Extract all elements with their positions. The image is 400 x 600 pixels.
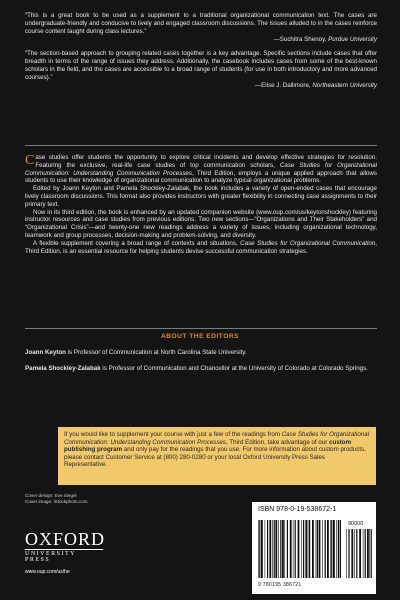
isbn-number: ISBN 978-0-19-538672-1: [258, 506, 337, 513]
description-paragraph: [25, 154, 377, 185]
drop-cap: C: [25, 153, 35, 168]
cover-image-credit: Cover image: iStockphoto.com: [25, 499, 88, 504]
editors-heading: ABOUT THE EDITORS: [161, 333, 239, 340]
promo-part: , Third Edition, take advantage of our: [225, 438, 330, 446]
custom-publishing-label: custom publishing program: [64, 438, 352, 454]
book-title: Case Studies for Organizational Communication: Understanding Communication Processes: [64, 431, 370, 446]
description-text: A flexible supplement covering a broad range of contexts and situations,: [33, 239, 241, 247]
editor-bio: [25, 349, 377, 357]
oxford-logo: [25, 529, 105, 575]
barcode-panel: [252, 502, 376, 594]
promo-part: and only pay for the readings that you use. For more information about custom products, please contact Customer Service at (800) 280-0280 or your local Oxford University Press Sales Representative.: [64, 446, 366, 469]
description-paragraph: Now in its third edition, the book is enhanced by an updated companion website (www.oup.com/us/keytonshockley) featuring instructor resources and case studies from previous editions. Two new sections—“Organizations and Their Stakeholders” and “Organizational Crisis”—and twenty-one new readings address a variety of issues, including organizational technology, teamwork and group processes, decision-making and problem-solving, and diversity.: [25, 208, 377, 239]
barcode-digits: 9 780195 386721: [258, 582, 302, 588]
promo-part: If you would like to supplement your course with just a few of the readings from: [64, 431, 282, 438]
editor-name: Joann Keyton: [25, 349, 66, 356]
editor-bio: [25, 365, 377, 373]
quote-text: “This is a great book to be used as a supplement to a traditional organizational communication text. The cases are undergraduate-friendly and conducive to lively and engaged classroom discussions. The issues alluded to in the cases reinforce course content taught during class lectures.”: [25, 12, 377, 35]
review-quote: [25, 50, 377, 90]
description-text: , Third Edition, is an essential resource for helping students devise successful communication strategies.: [25, 239, 377, 255]
book-title: Case Studies for Organizational Communication: [240, 239, 376, 247]
quote-affiliation: Purdue University: [328, 36, 377, 44]
publisher-press: UNIVERSITY PRESS: [25, 549, 103, 563]
cover-design-credit: Cover design: Eve Siegel: [25, 493, 77, 498]
cover-credits: [25, 493, 88, 505]
addon-barcode-icon: [346, 529, 372, 578]
quote-attribution: [25, 36, 377, 44]
editor-text: is Professor of Communication at North Carolina State University.: [65, 349, 247, 356]
quote-text: “The section-based approach to grouping related cases together is a key advantage. Specific sections include cases that offer breadth in terms of the range of issues they address. Additionally, the casebook includes cases from some of the best-known scholars in the field, and the cases are accessible to a broad range of students (for use in both introductory and more advanced courses).”: [25, 50, 377, 81]
review-quote: [25, 12, 377, 44]
barcode-icon: [258, 520, 341, 578]
publisher-url: www.oup.com/us/he: [25, 569, 70, 575]
editors-section: [25, 349, 377, 381]
book-title: Case Studies for Organizational Communication: Understanding Communication Processes: [25, 161, 377, 177]
custom-publishing-box: [58, 427, 376, 485]
divider: [25, 328, 377, 329]
promo-text: [64, 431, 370, 469]
review-quotes: [25, 12, 377, 96]
price-code: 90000: [348, 521, 364, 527]
description-paragraph: [25, 240, 377, 256]
description-paragraph: Edited by Joann Keyton and Pamela Shockley-Zalabak, the book includes a variety of open-ended cases that encourage lively classroom discussions. This format also provides instructors with greater flexibility in connecting case assignments to their primary text.: [25, 185, 377, 208]
publisher-name: OXFORD: [25, 529, 106, 549]
quote-author: —Suchitra Shenoy,: [273, 36, 329, 44]
quote-attribution: [25, 82, 377, 90]
description-text: , Third Edition, employs a unique applied approach that allows students to use their knowledge of organizational communication to analyze typical organizational problems.: [25, 169, 377, 185]
quote-affiliation: Northeastern University: [312, 82, 377, 90]
editor-text: is Professor of Communication and Chancellor at the University of Colorado at Colorado Springs.: [100, 364, 368, 372]
description-text: ase studies offer students the opportunity to explore critical incidents and develop effective strategies for resolution. Featuring the exclusive, real-life case studies of top communication scholars,: [35, 154, 377, 169]
quote-author: —Elise J. Dallimore,: [254, 82, 313, 90]
editor-name: Pamela Shockley-Zalabak: [25, 364, 101, 372]
book-description: [25, 154, 377, 255]
divider: [25, 145, 377, 146]
